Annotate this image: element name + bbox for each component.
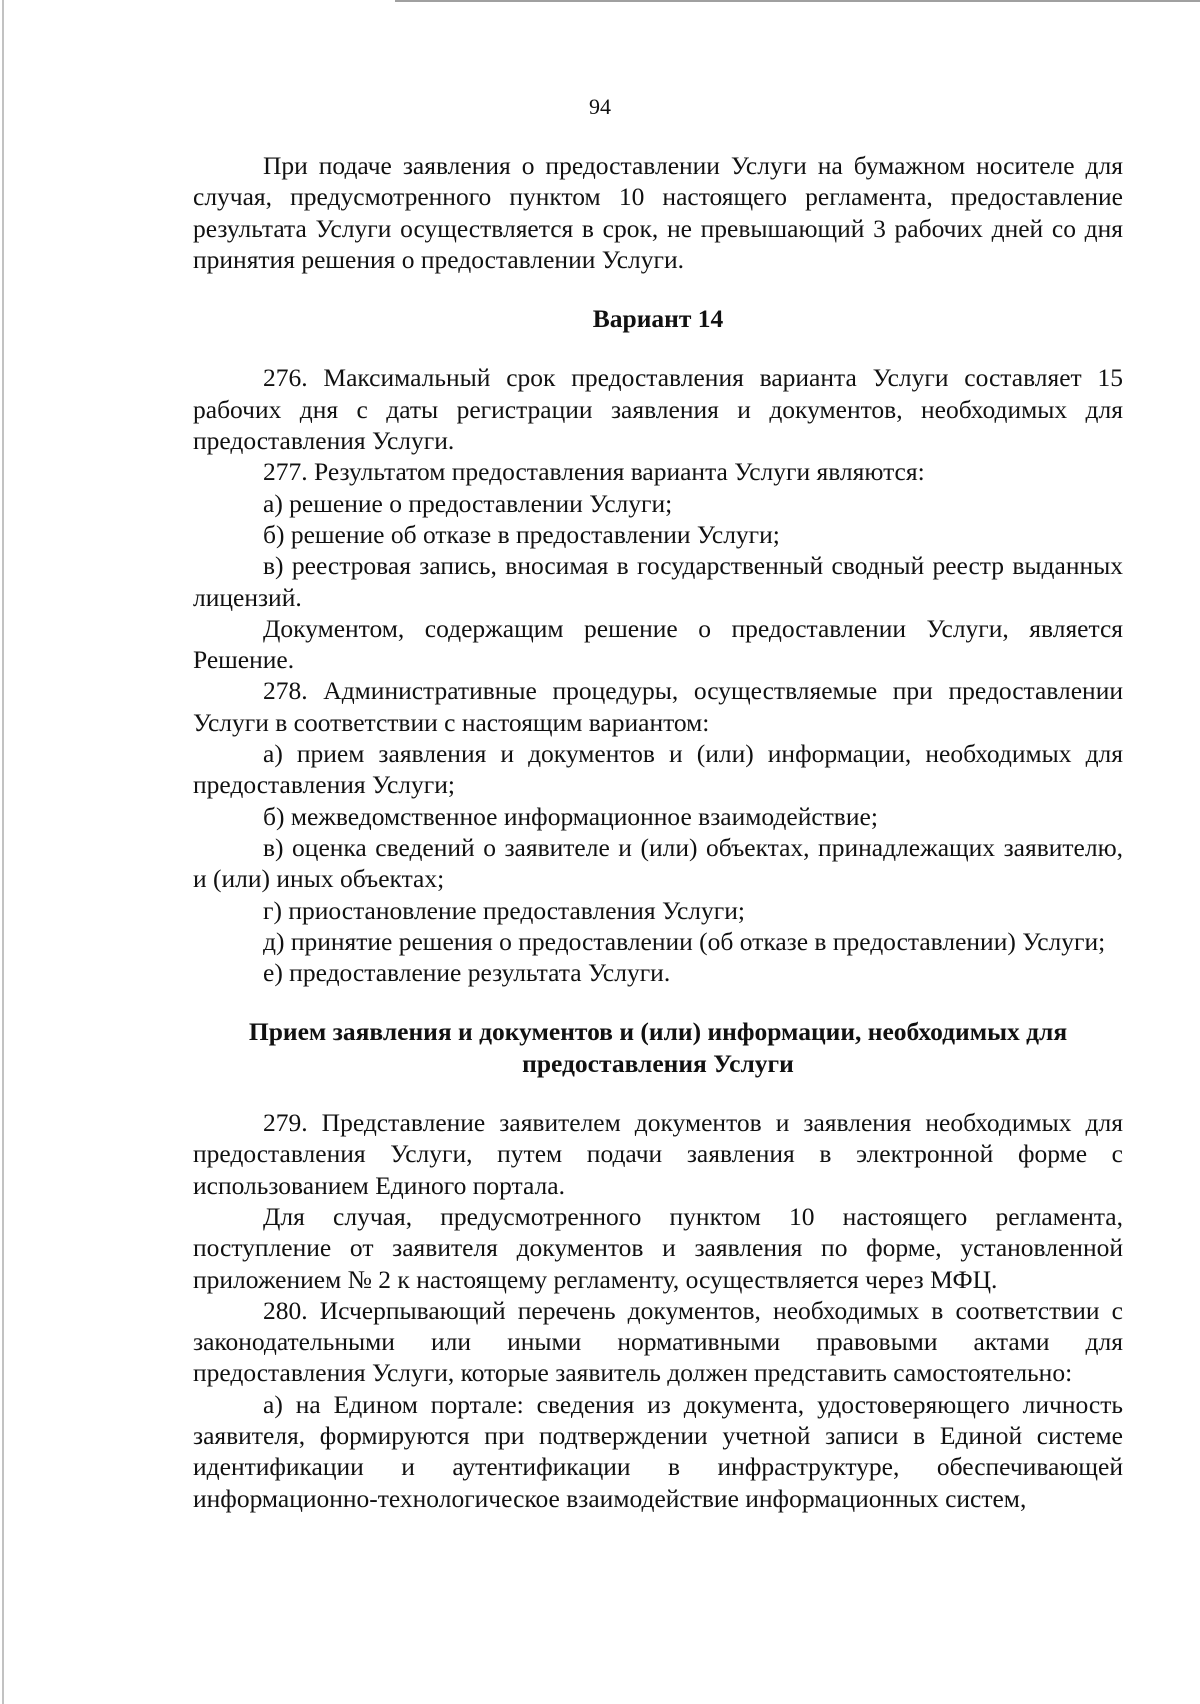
scan-edge-left <box>2 0 4 1704</box>
list-item: в) оценка сведений о заявителе и (или) объектах, принадлежащих заявителю, и (или) иных объектах; <box>193 832 1123 894</box>
paragraph-278: 278. Административные процедуры, осуществляемые при предоставлении Услуги в соответствии с настоящим вариантом: <box>193 676 1123 737</box>
list-item: а) прием заявления и документов и (или) информации, необходимых для предоставления Услуги; <box>193 739 1123 800</box>
list-item: д) принятие решения о предоставлении (об отказе в предоставлении) Услуги; <box>263 926 1106 956</box>
paragraph-277: 277. Результатом предоставления варианта Услуги являются: <box>263 457 925 487</box>
page-number: 94 <box>589 94 611 119</box>
paragraph-277-document: Документом, содержащим решение о предоставлении Услуги, является Решение. <box>193 613 1123 675</box>
paragraph-280-a: а) на Едином портале: сведения из документа, удостоверяющего личность заявителя, формируются при подтверждении учетной записи в Единой системе идентификации и аутентификации в инфраструктуре, обеспечивающей информационно-технологическое взаимодействие информационных систем, <box>193 1389 1123 1513</box>
list-item: г) приостановление предоставления Услуги; <box>263 895 745 925</box>
paragraph-279: 279. Представление заявителем документов и заявления необходимых для предоставления Услуги, путем подачи заявления в электронной форме с использованием Единого портала. <box>193 1108 1123 1200</box>
intro-paragraph: При подаче заявления о предоставлении Услуги на бумажном носителе для случая, предусмотренного пунктом 10 настоящего регламента, предоставление результата Услуги осуществляется в срок, не превышающий 3 рабочих дней со дня принятия решения о предоставлении Услуги. <box>193 151 1123 274</box>
list-item: е) предоставление результата Услуги. <box>263 958 671 988</box>
section-heading: Прием заявления и документов и (или) информации, необходимых для предоставления Услуги <box>248 1017 1068 1078</box>
list-item: б) межведомственное информационное взаимодействие; <box>263 801 878 831</box>
variant-heading: Вариант 14 <box>592 304 724 334</box>
list-item: в) реестровая запись, вносимая в государственный сводный реестр выданных лицензий. <box>193 551 1123 612</box>
list-item: а) решение о предоставлении Услуги; <box>263 488 673 518</box>
scan-edge-top <box>395 0 1200 2</box>
document-body <box>193 150 1123 1514</box>
paragraph-279-case: Для случая, предусмотренного пунктом 10 настоящего регламента, поступление от заявителя документов и заявления по форме, установленной приложением № 2 к настоящему регламенту, осуществляется через МФЦ. <box>193 1201 1123 1294</box>
list-item: б) решение об отказе в предоставлении Услуги; <box>263 519 780 549</box>
paragraph-280: 280. Исчерпывающий перечень документов, необходимых в соответствии с законодательными или иными нормативными правовыми актами для предоставления Услуги, которые заявитель должен представить самостоятельно: <box>193 1295 1123 1388</box>
paragraph-276: 276. Максимальный срок предоставления варианта Услуги составляет 15 рабочих дня с даты регистрации заявления и документов, необходимых для предоставления Услуги. <box>193 363 1123 456</box>
